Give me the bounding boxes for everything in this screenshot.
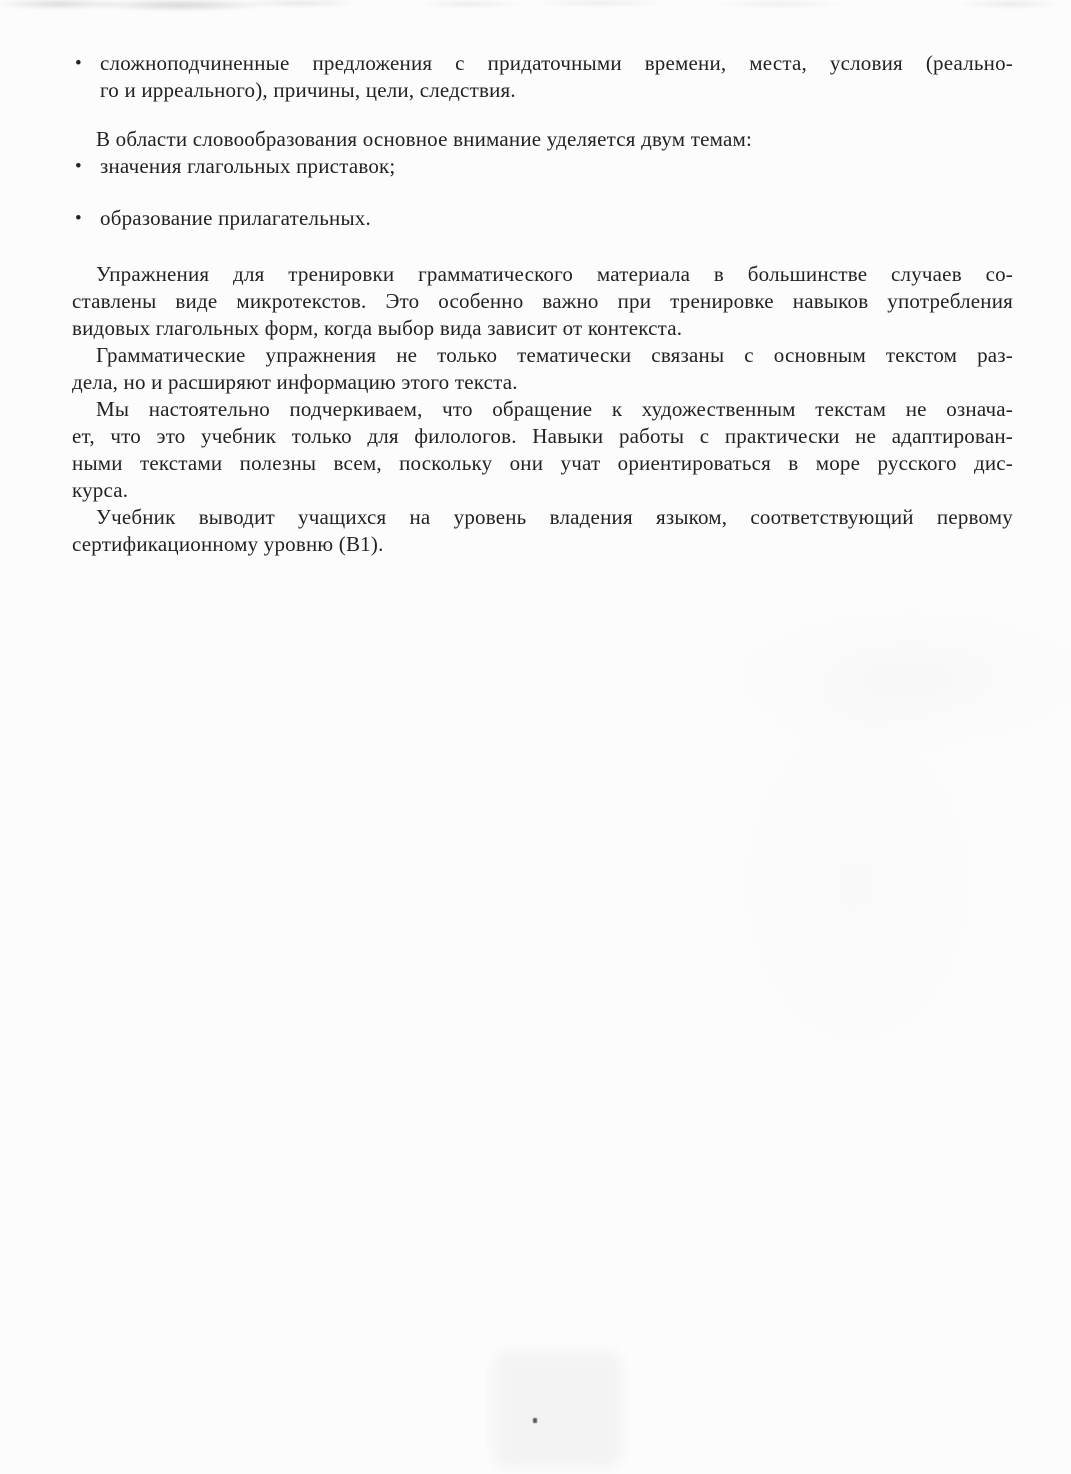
paragraph-line: Грамматические упражнения не только тематически связаны с основным текстом раз- <box>96 343 1013 367</box>
paragraph-line: видовых глагольных форм, когда выбор вида зависит от контекста. <box>72 316 683 340</box>
bullet-item-complex-sentences <box>72 50 1013 104</box>
paragraph-line: ет, что это учебник только для филологов. Навыки работы с практически не адаптирован- <box>72 424 1013 448</box>
paragraph-level-b1 <box>72 504 1013 558</box>
text-column <box>72 50 1013 558</box>
bullet-1-line-1: сложноподчиненные предложения с придаточными времени, места, условия (реально- <box>100 51 1013 75</box>
paragraph-line: Упражнения для тренировки грамматического материала в большинстве случаев со- <box>96 262 1013 286</box>
paragraph-grammar-exercises <box>72 342 1013 396</box>
paragraph-line: сертификационному уровню (В1). <box>72 532 384 556</box>
bullet-icon: • <box>75 208 82 229</box>
scan-artifact-top <box>0 0 1071 16</box>
paragraph-line: ными текстами полезны всем, поскольку они учат ориентироваться в море русского дис- <box>72 451 1013 475</box>
paragraph-line: дела, но и расширяют информацию этого текста. <box>72 370 518 394</box>
paragraph-exercises <box>72 261 1013 342</box>
bullet-1-line-2: го и ирреального), причины, цели, следствия. <box>100 78 516 102</box>
bullet-item-adjective-formation <box>72 205 1013 232</box>
bullet-item-text <box>100 50 1013 104</box>
paragraph-line: курса. <box>72 478 129 502</box>
scan-artifact-dot <box>533 1418 537 1423</box>
scan-artifact-bottom <box>495 1352 620 1467</box>
paragraph-line: Учебник выводит учащихся на уровень владения языком, соответствующий первому <box>96 505 1013 529</box>
bullet-3-text: образование прилагательных. <box>100 206 371 230</box>
intro-paragraph: В области словообразования основное внимание уделяется двум темам: <box>96 127 753 151</box>
paragraph-line: ставлены виде микротекстов. Это особенно важно при тренировке навыков употребления <box>72 289 1013 313</box>
paragraph-literary-texts <box>72 396 1013 504</box>
bullet-item-verb-prefixes <box>72 153 1013 180</box>
paragraph-line: Мы настоятельно подчеркиваем, что обращение к художественным текстам не означа- <box>96 397 1013 421</box>
bullet-icon: • <box>75 156 82 177</box>
bullet-icon: • <box>75 53 82 74</box>
bullet-2-text: значения глагольных приставок; <box>100 154 396 178</box>
